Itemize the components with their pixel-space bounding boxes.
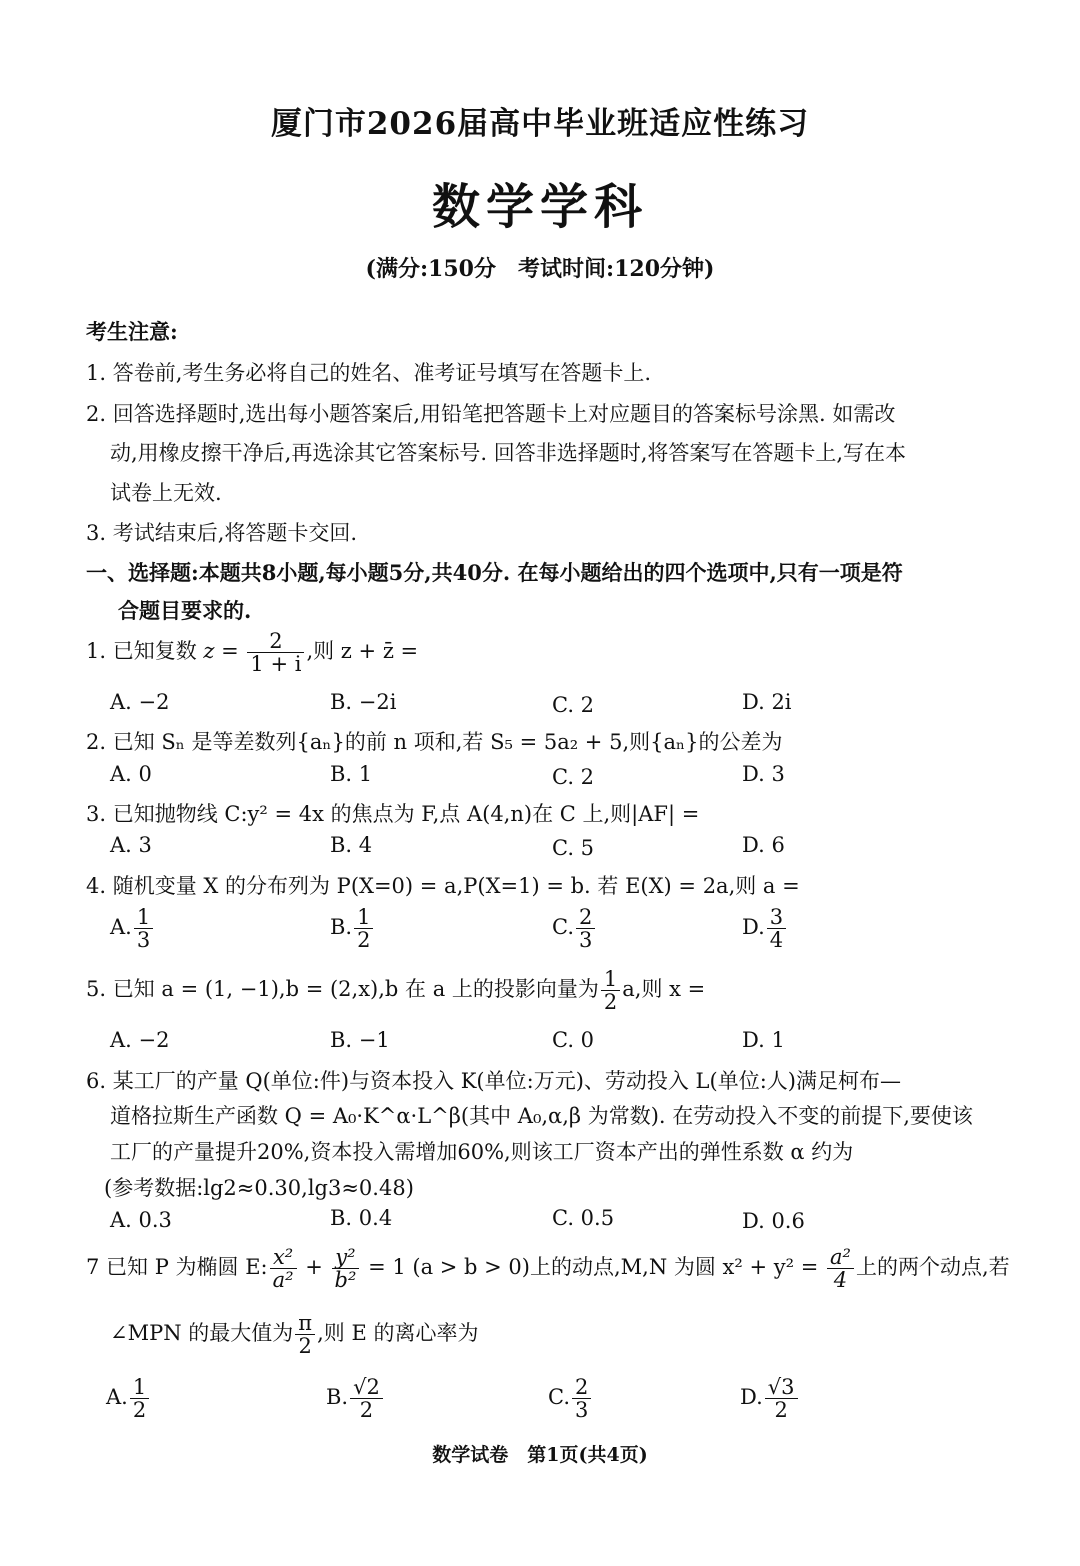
q4-option-b: B. $\frac{1}{2}$ <box>330 906 375 951</box>
question-6-line-4: (参考数据:lg2≈0.30,lg3≈0.48) <box>104 1176 414 1200</box>
q7-option-b: B. $\frac{√2}{2}$ <box>326 1376 385 1421</box>
q5-option-c: C. 0 <box>552 1028 595 1052</box>
q1-option-c: C. 2 <box>552 693 595 717</box>
q4-option-c: C. $\frac{2}{3}$ <box>552 906 597 951</box>
question-1: 1. 已知复数 z = $\frac{2}{1 + i}$ ,则 z + z̄ = <box>86 629 419 677</box>
notice-heading: 考生注意: <box>86 319 178 344</box>
q2-option-a: A. 0 <box>110 762 152 786</box>
q2-option-b: B. 1 <box>330 762 373 786</box>
question-7-line-1: 7 已知 P 为椭圆 E: $\frac{\text{x²}}{\text{a²}}$ + $\frac{\text{y²}}{\text{b²}}$ = 1 (a > b > 0)上的动点,M,N 为圆 x² + y² = $\frac{\text{a²}}{4}$ 上的两个动点,若 <box>86 1245 1010 1293</box>
q3-option-c: C. 5 <box>552 836 595 860</box>
q6-option-a: A. 0.3 <box>110 1208 172 1232</box>
q1-option-a: A. −2 <box>110 690 170 714</box>
q3-option-d: D. 6 <box>742 833 785 857</box>
q1-option-d: D. 2i <box>742 690 792 714</box>
question-3: 3. 已知抛物线 C:y² = 4x 的焦点为 F,点 A(4,n)在 C 上,则|AF| = <box>86 802 700 826</box>
q4-option-d: D. $\frac{3}{4}$ <box>742 906 788 951</box>
q7-option-d: D. $\frac{√3}{2}$ <box>740 1376 800 1421</box>
question-5: 5. 已知 a = (1, −1),b = (2,x),b 在 a 上的投影向量为 $\frac{1}{2}$ a,则 x = <box>86 967 706 1015</box>
section-heading-cont: 合题目要求的. <box>118 598 252 623</box>
notice-item-2: 2. 回答选择题时,选出每小题答案后,用铅笔把答题卡上对应题目的答案标号涂黑. 如需改 <box>86 402 896 426</box>
exam-title: 厦门市2026届高中毕业班适应性练习 <box>270 106 810 142</box>
question-7-line-2: ∠MPN 的最大值为 $\frac{\pi}{2}$ ,则 E 的离心率为 <box>110 1311 479 1359</box>
q5-option-d: D. 1 <box>742 1028 785 1052</box>
q5-option-a: A. −2 <box>110 1028 170 1052</box>
q5-option-b: B. −1 <box>330 1028 390 1052</box>
question-6-line-1: 6. 某工厂的产量 Q(单位:件)与资本投入 K(单位:万元)、劳动投入 L(单位:人)满足柯布— <box>86 1069 901 1093</box>
page-footer: 数学试卷 第1页(共4页) <box>432 1444 648 1466</box>
fraction: $\frac{2}{1 + i}$ <box>247 630 304 675</box>
section-heading: 一、选择题:本题共8小题,每小题5分,共40分. 在每小题给出的四个选项中,只有一项是符 <box>86 560 903 585</box>
question-6-line-3: 工厂的产量提升20%,资本投入需增加60%,则该工厂资本产出的弹性系数 α 约为 <box>110 1140 854 1164</box>
question-4: 4. 随机变量 X 的分布列为 P(X=0) = a,P(X=1) = b. 若 E(X) = 2a,则 a = <box>86 874 800 898</box>
q6-option-c: C. 0.5 <box>552 1206 615 1230</box>
q1-option-b: B. −2i <box>330 690 397 714</box>
notice-item-2-cont2: 试卷上无效. <box>110 481 222 505</box>
q2-option-d: D. 3 <box>742 762 785 786</box>
q2-option-c: C. 2 <box>552 765 595 789</box>
q3-option-a: A. 3 <box>110 833 152 857</box>
question-6-line-2: 道格拉斯生产函数 Q = A₀·K^α·L^β(其中 A₀,α,β 为常数). 在劳动投入不变的前提下,要使该 <box>110 1104 973 1128</box>
q7-option-a: A. $\frac{1}{2}$ <box>106 1376 151 1421</box>
notice-item-2-cont: 动,用橡皮擦干净后,再选涂其它答案标号. 回答非选择题时,将答案写在答题卡上,写在本 <box>110 441 907 465</box>
q6-option-d: D. 0.6 <box>742 1209 805 1233</box>
question-2: 2. 已知 Sₙ 是等差数列{aₙ}的前 n 项和,若 S₅ = 5a₂ + 5,则{aₙ}的公差为 <box>86 730 783 754</box>
subject-title: 数学学科 <box>431 179 648 235</box>
q7-option-c: C. $\frac{2}{3}$ <box>548 1376 593 1421</box>
q4-option-a: A. $\frac{1}{3}$ <box>110 906 155 951</box>
notice-item-1: 1. 答卷前,考生务必将自己的姓名、准考证号填写在答题卡上. <box>86 361 652 385</box>
q6-option-b: B. 0.4 <box>330 1206 393 1230</box>
exam-info: (满分:150分 考试时间:120分钟) <box>365 256 715 282</box>
q3-option-b: B. 4 <box>330 833 373 857</box>
notice-item-3: 3. 考试结束后,将答题卡交回. <box>86 521 358 545</box>
